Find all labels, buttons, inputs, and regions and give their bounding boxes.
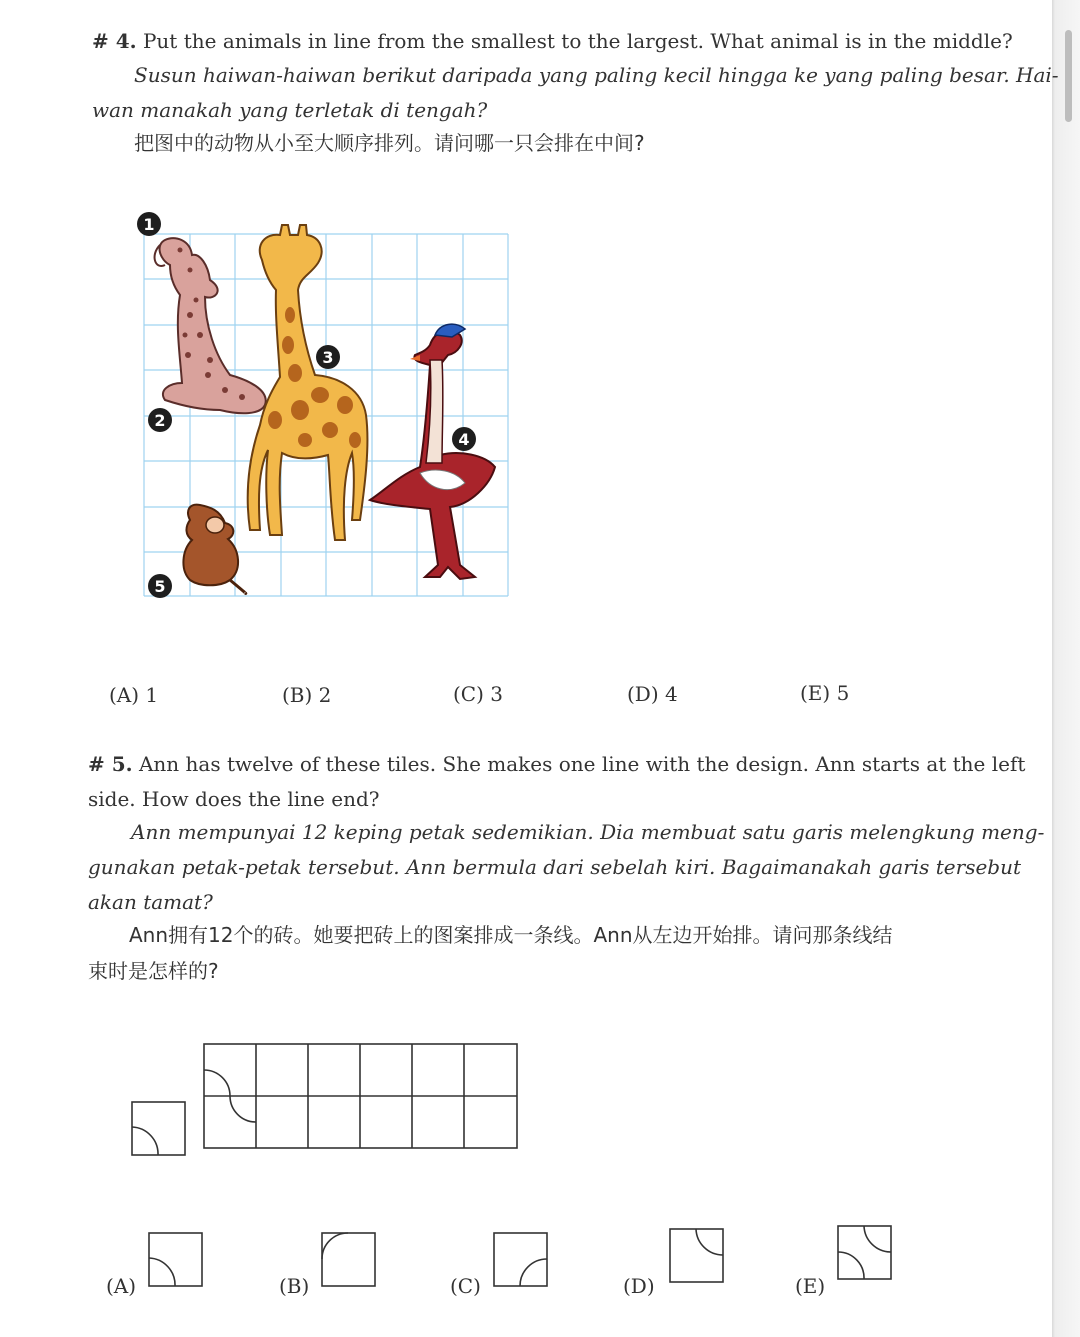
label-badge-4 [452, 427, 476, 451]
q4-animal-figure [130, 205, 530, 605]
q5-option-d-label[interactable]: (D) [623, 1274, 655, 1298]
svg-text:5: 5 [154, 577, 166, 596]
q4-prompt-ms-line2: wan manakah yang terletak di tengah? [92, 98, 488, 122]
svg-text:2: 2 [154, 411, 166, 430]
scrollbar-thumb[interactable] [1065, 30, 1072, 122]
q5-prompt-ms-line1: Ann mempunyai 12 keping petak sedemikian. Dia membuat satu garis melengkung meng- [131, 820, 1045, 844]
svg-text:3: 3 [322, 348, 334, 367]
q5-option-e-tile[interactable] [837, 1225, 892, 1280]
q4-option-c[interactable]: (C) 3 [453, 682, 503, 706]
label-badge-2 [148, 408, 172, 432]
q5-option-e-label[interactable]: (E) [795, 1274, 826, 1298]
q4-prompt-zh: 把图中的动物从小至大顺序排列。请问哪一只会排在中间? [134, 131, 645, 155]
q5-prompt-en-line1 [88, 754, 1025, 774]
label-badge-1 [137, 212, 161, 236]
q5-prompt-en-text: Ann has twelve of these tiles. She makes one line with the design. Ann starts at the left [138, 752, 1026, 776]
q5-option-c-tile[interactable] [493, 1232, 548, 1287]
q4-option-b[interactable]: (B) 2 [282, 683, 332, 707]
monkey-illustration [183, 505, 245, 594]
q5-prompt-zh-line1: Ann拥有12个的砖。她要把砖上的图案排成一条线。Ann从左边开始排。请问那条线结 [129, 923, 893, 947]
q5-sample-tile [131, 1101, 186, 1156]
label-badge-3 [316, 345, 340, 369]
q4-number: # 4. [92, 29, 137, 53]
q5-prompt-ms-line3: akan tamat? [88, 890, 213, 914]
page-edge [1052, 0, 1080, 1337]
ostrich-illustration [370, 324, 495, 579]
q4-option-e[interactable]: (E) 5 [800, 681, 850, 705]
q5-option-a-tile[interactable] [148, 1232, 203, 1287]
giraffe-illustration [248, 225, 368, 540]
label-badge-5 [148, 574, 172, 598]
spotted-dog-illustration [155, 238, 266, 413]
q5-option-b-label[interactable]: (B) [279, 1274, 310, 1298]
q4-option-d[interactable]: (D) 4 [627, 682, 678, 706]
q5-prompt-zh-line2: 束时是怎样的? [88, 959, 219, 983]
q5-option-b-tile[interactable] [321, 1232, 376, 1287]
q5-option-c-label[interactable]: (C) [450, 1274, 481, 1298]
q4-prompt-en [92, 31, 1013, 51]
q4-option-a[interactable]: (A) 1 [109, 683, 159, 707]
svg-text:4: 4 [458, 430, 470, 449]
q4-prompt-ms-line1: Susun haiwan-haiwan berikut daripada yang paling kecil hingga ke yang paling besar. Hai- [134, 63, 1059, 87]
q5-option-d-tile[interactable] [669, 1228, 724, 1283]
q5-prompt-en-line2: side. How does the line end? [88, 787, 380, 811]
q5-prompt-ms-line2: gunakan petak-petak tersebut. Ann bermula dari sebelah kiri. Bagaimanakah garis tersebut [88, 855, 1022, 879]
q5-number: # 5. [88, 752, 133, 776]
q5-option-a-label[interactable]: (A) [106, 1274, 137, 1298]
q5-tile-grid [203, 1043, 519, 1151]
svg-text:1: 1 [143, 215, 155, 234]
q4-prompt-en-text: Put the animals in line from the smallest to the largest. What animal is in the middle? [142, 29, 1013, 53]
